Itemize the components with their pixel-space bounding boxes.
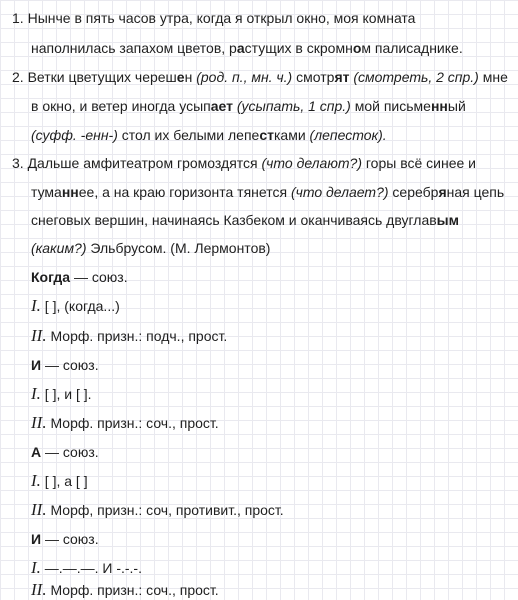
sentence-1-line-1 — [12, 9, 415, 27]
sentence-1-line-2 — [31, 39, 463, 57]
morph-text: Морф. призн.: соч., прост. — [46, 415, 219, 431]
grammar-note: (лепесток). — [309, 127, 387, 143]
text-fragment: н — [184, 69, 197, 85]
analysis-2-conjunction — [31, 356, 99, 374]
text-fragment: стущих в скромн — [244, 40, 353, 56]
highlighted-letters: нн — [61, 184, 79, 200]
highlighted-letter: я — [438, 184, 447, 200]
conjunction-note: — союз. — [41, 444, 99, 460]
text-fragment: в окно, и ветер иногда усып — [31, 98, 211, 114]
text-fragment: ками — [273, 127, 310, 143]
text-fragment: наполнилась запахом цветов, р — [31, 40, 237, 56]
analysis-2-scheme — [31, 385, 92, 403]
roman-numeral: I. — [31, 471, 41, 490]
analysis-4-morph — [31, 581, 219, 599]
roman-numeral: II. — [31, 326, 47, 345]
sentence-3-number: 3. — [12, 155, 24, 171]
scheme-text: [ ], и [ ]. — [40, 386, 92, 402]
conjunction-word: А — [31, 444, 42, 460]
grammar-note: (каким?) — [31, 240, 87, 256]
analysis-3-morph — [31, 501, 284, 519]
roman-numeral: II. — [31, 500, 47, 519]
grammar-note: (что делают?) — [261, 155, 362, 171]
highlighted-ending: ает — [210, 98, 233, 114]
text-fragment: стол их белыми лепе — [117, 127, 260, 143]
sentence-2-line-1 — [12, 68, 508, 86]
highlighted-letter: е — [176, 69, 185, 85]
sentence-1-text: Нынче в пять часов утра, когда я открыл окно, моя комната — [27, 10, 416, 26]
text-fragment: серебр — [388, 184, 439, 200]
roman-numeral: I. — [31, 384, 41, 403]
sentence-3-line-2 — [31, 183, 504, 201]
text-fragment: м палисаднике — [361, 40, 459, 56]
conjunction-word: И — [31, 531, 42, 547]
text-fragment: снеговых вершин, начинаясь Казбеком и оканчиваясь двуглав — [31, 212, 437, 228]
text-fragment: мой письме — [350, 98, 431, 114]
text-fragment: Дальше амфитеатром громоздятся — [27, 155, 262, 171]
grammar-note: (род. п., мн. ч.) — [196, 69, 293, 85]
analysis-4-scheme — [31, 559, 142, 577]
sentence-2-number: 2. — [12, 69, 24, 85]
analysis-4-conjunction — [31, 530, 99, 548]
analysis-1-scheme — [31, 297, 120, 315]
highlighted-letters: нн — [430, 98, 448, 114]
highlighted-letter: о — [352, 40, 362, 56]
sentence-1-number: 1. — [12, 10, 24, 26]
roman-numeral: II. — [31, 580, 47, 599]
text-fragment: . — [458, 40, 463, 56]
grammar-note: (усыпать, 1 спр.) — [236, 98, 351, 114]
highlighted-letter: а — [236, 40, 245, 56]
sentence-3-line-4 — [31, 239, 270, 257]
analysis-3-scheme — [31, 472, 88, 490]
morph-text: Морф. призн.: подч., прост. — [46, 328, 228, 344]
conjunction-note: — союз. — [70, 269, 128, 285]
sentence-3-line-3 — [31, 211, 459, 229]
analysis-3-conjunction — [31, 443, 99, 461]
roman-numeral: II. — [31, 413, 47, 432]
highlighted-ending: ят — [334, 69, 350, 85]
scheme-text: [ ], а [ ] — [40, 473, 88, 489]
scheme-text: —.—.—. И -.-.-. — [40, 560, 142, 576]
sentence-2-line-3 — [31, 126, 387, 144]
text-fragment: Эльбрусом. (М. Лермонтов) — [86, 240, 271, 256]
text-fragment: Ветки цветущих череш — [27, 69, 177, 85]
text-fragment: ее, а на краю горизонта тянется — [78, 184, 291, 200]
grammar-note: (смотреть, 2 спр.) — [353, 69, 479, 85]
conjunction-note: — союз. — [41, 531, 99, 547]
grammar-note: (суфф. -енн-) — [31, 127, 118, 143]
roman-numeral: I. — [31, 296, 41, 315]
grammar-note: (что делает?) — [290, 184, 389, 200]
scheme-text: [ ], (когда...) — [40, 298, 120, 314]
analysis-1-morph — [31, 327, 227, 345]
highlighted-letters: ст — [259, 127, 274, 143]
text-fragment: тума — [31, 184, 62, 200]
conjunction-word: И — [31, 357, 42, 373]
text-fragment: ый — [447, 98, 466, 114]
analysis-1-conjunction — [31, 268, 128, 286]
sentence-2-line-2 — [31, 97, 466, 115]
morph-text: Морф, призн.: соч, противит., прост. — [46, 502, 284, 518]
text-fragment: горы всё синее и — [361, 155, 476, 171]
conjunction-word: Когда — [31, 269, 71, 285]
morph-text: Морф. призн.: соч., прост. — [46, 582, 219, 598]
analysis-2-morph — [31, 414, 219, 432]
text-fragment: мне — [478, 69, 508, 85]
text-fragment: ная цепь — [446, 184, 505, 200]
roman-numeral: I. — [31, 558, 41, 577]
highlighted-ending: ым — [436, 212, 459, 228]
text-fragment: смотр — [292, 69, 335, 85]
conjunction-note: — союз. — [41, 357, 99, 373]
sentence-3-line-1 — [12, 154, 476, 172]
